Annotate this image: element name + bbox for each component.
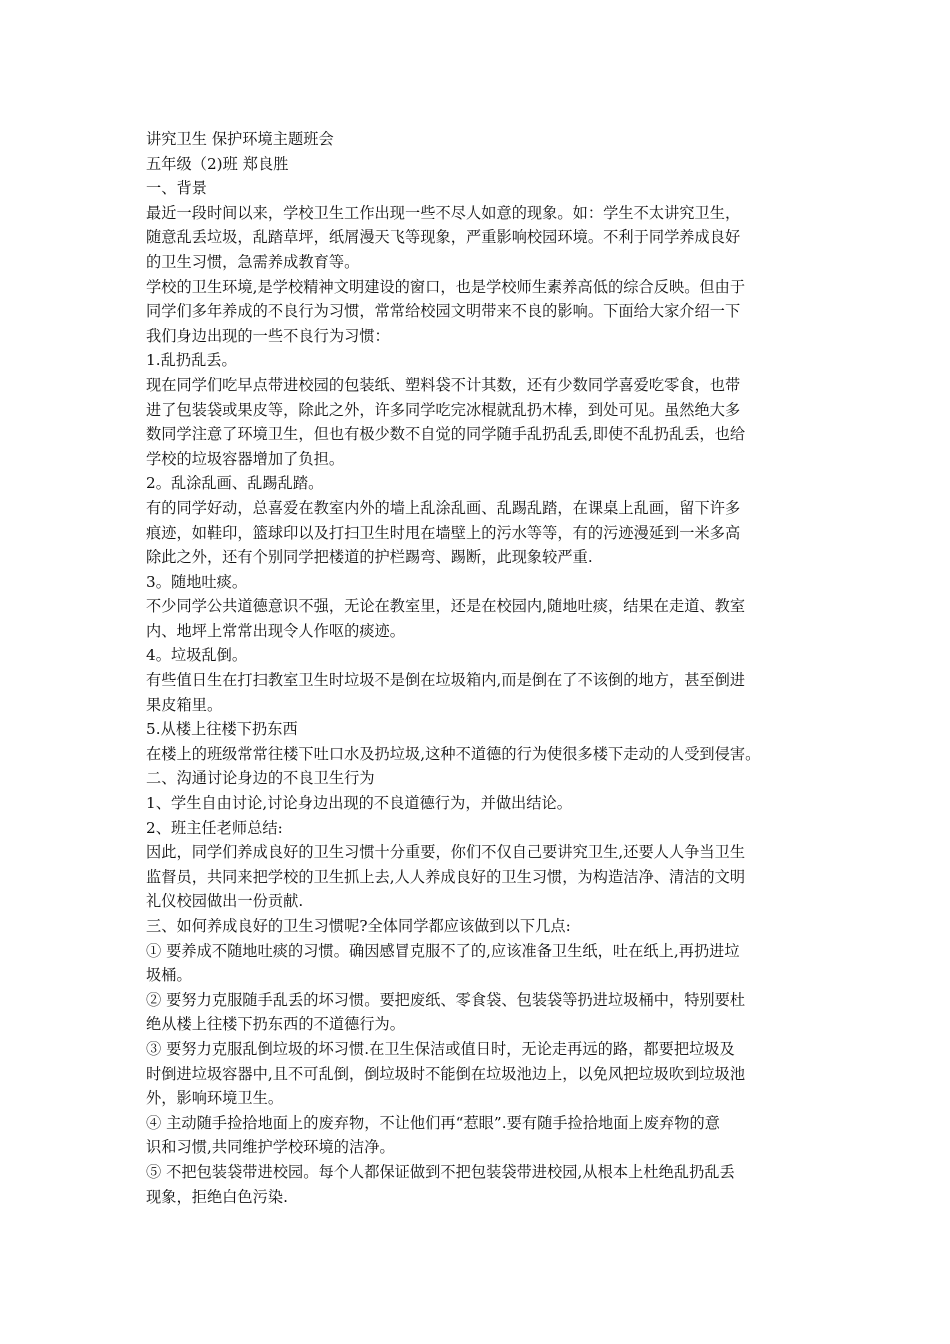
paragraph-line: 的卫生习惯，急需养成教育等。: [146, 252, 360, 271]
paragraph-line: 在楼上的班级常常往楼下吐口水及扔垃圾,这种不道德的行为使很多楼下走动的人受到侵害。: [146, 744, 761, 763]
paragraph-line: 1、学生自由讨论,讨论身边出现的不良道德行为，并做出结论。: [146, 794, 573, 813]
paragraph-line: 学校的卫生环境,是学校精神文明建设的窗口，也是学校师生素养高低的综合反映。但由于: [146, 277, 746, 296]
paragraph-line: 现在同学们吃早点带进校园的包装纸、塑料袋不计其数，还有少数同学喜爱吃零食，也带: [146, 375, 741, 394]
paragraph-line: 外，影响环境卫生。: [146, 1089, 284, 1108]
paragraph-line: 除此之外，还有个别同学把楼道的护栏踢弯、踢断，此现象较严重.: [146, 548, 593, 567]
paragraph-line: ⑤ 不把包装袋带进校园。每个人都保证做到不把包装袋带进校园,从根本上杜绝乱扔乱丢: [146, 1162, 735, 1181]
list-item-heading: 4。垃圾乱倒。: [146, 646, 248, 665]
paragraph-line: ③ 要努力克服乱倒垃圾的坏习惯.在卫生保洁或值日时，无论走再远的路，都要把垃圾及: [146, 1039, 735, 1058]
list-item-heading: 5.从楼上往楼下扔东西: [146, 720, 298, 739]
paragraph-line: 学校的垃圾容器增加了负担。: [146, 449, 345, 468]
list-item-heading: 1.乱扔乱丢。: [146, 351, 237, 370]
paragraph-line: 绝从楼上往楼下扔东西的不道德行为。: [146, 1015, 406, 1034]
list-item-heading: 2。乱涂乱画、乱踢乱踏。: [146, 474, 324, 493]
paragraph-line: 进了包装袋或果皮等，除此之外，许多同学吃完冰棍就乱扔木棒，到处可见。虽然绝大多: [146, 400, 741, 419]
paragraph-line: 现象，拒绝白色污染.: [146, 1187, 289, 1206]
document-title: 讲究卫生 保护环境主题班会: [146, 130, 334, 148]
paragraph-line: 不少同学公共道德意识不强，无论在教室里，还是在校园内,随地吐痰，结果在走道、教室: [146, 597, 746, 616]
paragraph-line: 监督员，共同来把学校的卫生抓上去,人人养成良好的卫生习惯，为构造洁净、清洁的文明: [146, 867, 746, 886]
document-body: [146, 127, 818, 1209]
paragraph-line: 圾桶。: [146, 966, 192, 985]
paragraph-line: ④ 主动随手捡拾地面上的废弃物，不让他们再“惹眼”.要有随手捡拾地面上废弃物的意: [146, 1113, 720, 1132]
paragraph-line: 痕迹，如鞋印，篮球印以及打扫卫生时甩在墙壁上的污水等等，有的污迹漫延到一米多高: [146, 523, 741, 542]
section-heading-discussion: 二、沟通讨论身边的不良卫生行为: [146, 769, 375, 788]
section-heading-background: 一、背景: [146, 179, 207, 198]
paragraph-line: 时倒进垃圾容器中,且不可乱倒，倒垃圾时不能倒在垃圾池边上，以免风把垃圾吹到垃圾池: [146, 1064, 746, 1083]
paragraph-line: 因此，同学们养成良好的卫生习惯十分重要，你们不仅自己要讲究卫生,还要人人争当卫生: [146, 843, 746, 862]
paragraph-line: 最近一段时间以来，学校卫生工作出现一些不尽人如意的现象。如：学生不太讲究卫生，: [146, 203, 741, 222]
list-item-heading: 3。随地吐痰。: [146, 572, 248, 591]
class-author-line: 五年级（2)班 郑良胜: [146, 154, 289, 173]
paragraph-line: 果皮箱里。: [146, 695, 223, 714]
paragraph-line: ① 要养成不随地吐痰的习惯。确因感冒克服不了的,应该准备卫生纸，吐在纸上,再扔进垃: [146, 941, 740, 960]
paragraph-line: 有的同学好动，总喜爱在教室内外的墙上乱涂乱画、乱踢乱踏，在课桌上乱画，留下许多: [146, 498, 741, 517]
paragraph-line: ② 要努力克服随手乱丢的坏习惯。要把废纸、零食袋、包装袋等扔进垃圾桶中，特别要杜: [146, 990, 746, 1009]
paragraph-line: 同学们多年养成的不良行为习惯，常常给校园文明带来不良的影响。下面给大家介绍一下: [146, 302, 741, 321]
paragraph-line: 有些值日生在打扫教室卫生时垃圾不是倒在垃圾箱内,而是倒在了不该倒的地方，甚至倒进: [146, 671, 746, 690]
section-heading-habits: 三、如何养成良好的卫生习惯呢?全体同学都应该做到以下几点:: [146, 917, 571, 935]
paragraph-line: 我们身边出现的一些不良行为习惯：: [146, 326, 390, 345]
paragraph-line: 随意乱丢垃圾，乱踏草坪，纸屑漫天飞等现象，严重影响校园环境。不利于同学养成良好: [146, 228, 741, 247]
paragraph-line: 礼仪校园做出一份贡献.: [146, 892, 304, 911]
paragraph-line: 2、班主任老师总结:: [146, 818, 283, 837]
paragraph-line: 识和习惯,共同维护学校环境的洁净。: [146, 1138, 395, 1157]
paragraph-line: 内、地坪上常常出现令人作呕的痰迹。: [146, 621, 406, 640]
paragraph-line: 数同学注意了环境卫生，但也有极少数不自觉的同学随手乱扔乱丢,即使不乱扔乱丢，也给: [146, 425, 746, 444]
